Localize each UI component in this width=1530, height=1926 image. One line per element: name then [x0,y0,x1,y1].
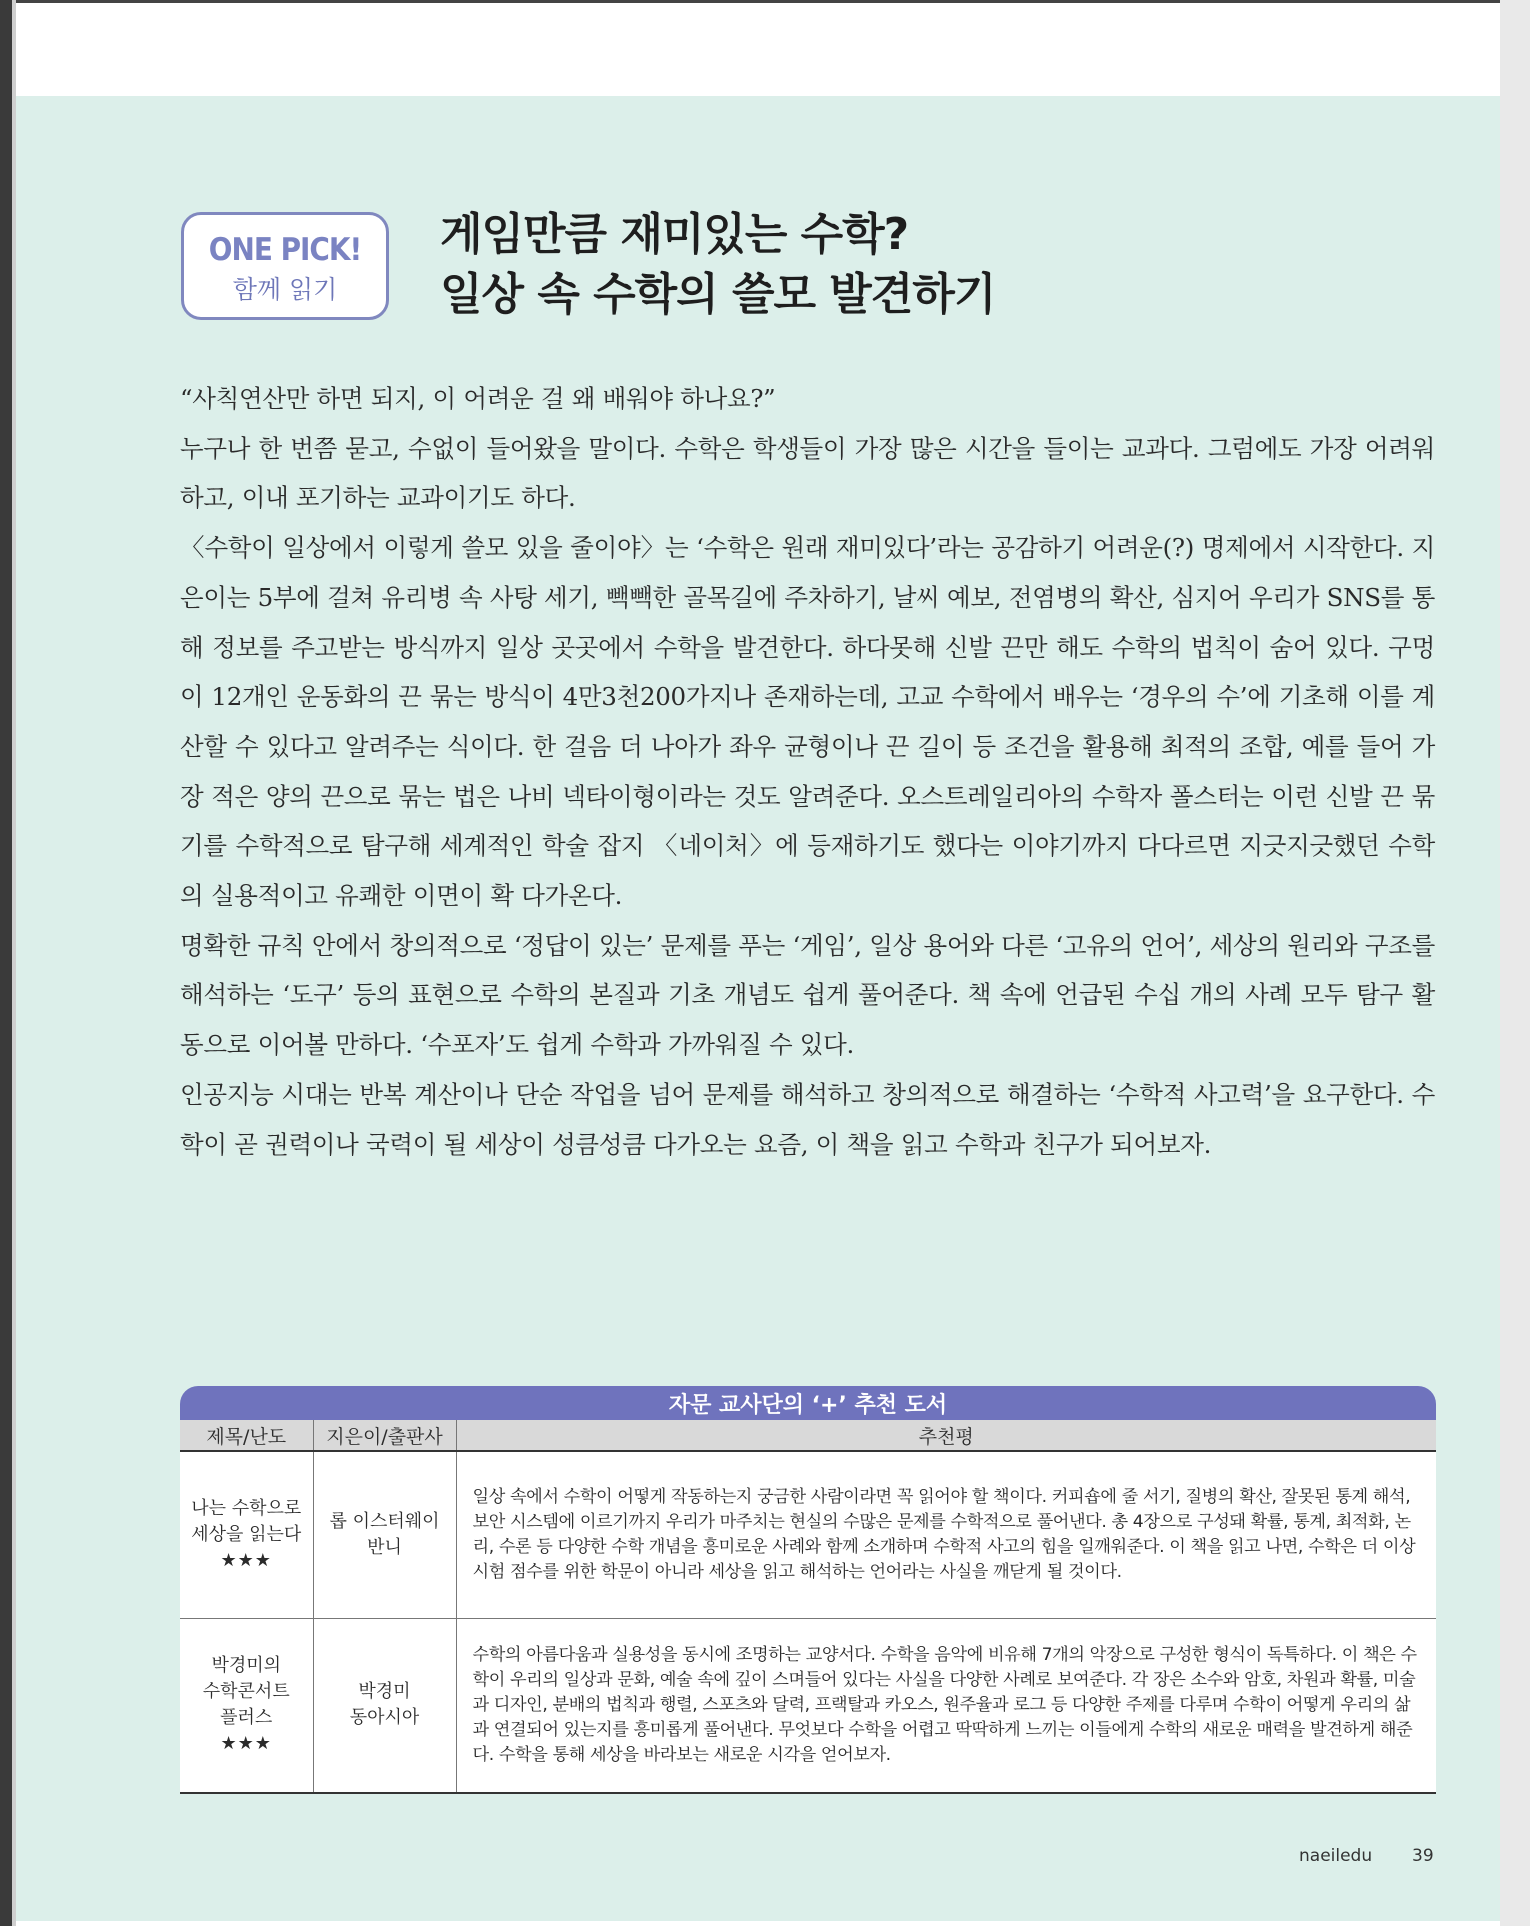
headline-line-2: 일상 속 수학의 쓸모 발견하기 [440,269,996,320]
column-header-author: 지은이/출판사 [313,1420,456,1451]
table-header-row [180,1420,1436,1451]
body-paragraph: 명확한 규칙 안에서 창의적으로 ‘정답이 있는’ 문제를 푸는 ‘게임’, 일상 용어와 다른 ‘고유의 언어’, 세상의 원리와 구조를 해석하는 ‘도구’ 등의 표현으로 수학의 본질과 기초 개념도 쉽게 풀어준다. 책 속에 언급된 수십 개의 사례 모두 탐구 활동으로 이어볼 만하다. ‘수포자’도 쉽게 수학과 가까워질 수 있다. [180,930,1435,1060]
review-cell: 수학의 아름다움과 실용성을 동시에 조명하는 교양서다. 수학을 음악에 비유해 7개의 악장으로 구성한 형식이 독특하다. 이 책은 수학이 우리의 일상과 문화, 예술 속에 깊이 스며들어 있다는 사실을 다양한 사례로 보여준다. 각 장은 소수와 암호, 차원과 확률, 미술과 디자인, 분배의 법칙과 행렬, 스포츠와 달력, 프랙탈과 카오스, 원주율과 로그 등 다양한 주제를 다루며 수학이 어떻게 우리의 삶과 연결되어 있는지를 흥미롭게 풀어낸다. 무엇보다 수학을 어렵고 딱딱하게 느끼는 이들에게 수학의 새로운 매력을 발견하게 해준다. 수학을 통해 세상을 바라보는 새로운 시각을 얻어보자. [456,1618,1436,1793]
table-row [180,1451,1436,1618]
article-headline [440,205,1340,325]
author-name: 박경미 [358,1681,411,1703]
difficulty-stars: ★★★ [220,1733,272,1755]
badge-title: ONE PICK! [208,232,362,268]
one-pick-badge [181,212,389,320]
book-title-line: 박경미의 [211,1655,282,1677]
book-title-line: 나는 수학으로 [191,1497,302,1519]
badge-subtitle: 함께 읽기 [232,275,338,304]
page-number: 39 [1412,1846,1434,1866]
page-top-edge [0,0,1530,3]
binding-edge [0,0,12,1926]
table-title: 자문 교사단의 ‘+’ 추천 도서 [180,1386,1436,1420]
book-title-cell [180,1618,313,1793]
book-title-line: 수학콘서트 [202,1681,290,1703]
table-title-row [180,1386,1436,1420]
recommendation-table [180,1386,1436,1794]
body-paragraph: “사칙연산만 하면 되지, 이 어려운 걸 왜 배워야 하나요?” [180,384,776,413]
body-paragraph: 인공지능 시대는 반복 계산이나 단순 작업을 넘어 문제를 해석하고 창의적으로 해결하는 ‘수학적 사고력’을 요구한다. 수학이 곧 권력이나 국력이 될 세상이 성큼성큼 다가오는 요즘, 이 책을 읽고 수학과 친구가 되어보자. [180,1079,1435,1159]
headline-line-1: 게임만큼 재미있는 수학? [440,209,909,260]
column-header-title: 제목/난도 [180,1420,313,1451]
column-header-review: 추천평 [456,1420,1436,1451]
publisher-name: 반니 [367,1536,402,1558]
difficulty-stars: ★★★ [220,1549,272,1571]
publisher-name: 동아시아 [349,1707,420,1729]
article-body [180,374,1435,1169]
book-title-line: 세상을 읽는다 [191,1523,302,1545]
footer-brand: naeiledu [1299,1846,1373,1866]
page-right-edge [1500,0,1530,1926]
book-title-line: 플러스 [220,1707,273,1729]
review-cell: 일상 속에서 수학이 어떻게 작동하는지 궁금한 사람이라면 꼭 읽어야 할 책이다. 커피숍에 줄 서기, 질병의 확산, 잘못된 통계 해석, 보안 시스템에 이르기까지 우리가 마주치는 현실의 수많은 문제를 수학적으로 풀어낸다. 총 4장으로 구성돼 확률, 통계, 최적화, 논리, 수론 등 다양한 수학 개념을 흥미로운 사례와 함께 소개하며 수학적 사고의 힘을 일깨워준다. 이 책을 읽고 나면, 수학은 더 이상 시험 점수를 위한 학문이 아니라 세상을 읽고 해석하는 언어라는 사실을 깨닫게 될 것이다. [456,1451,1436,1618]
book-title-cell [180,1451,313,1618]
body-paragraph: 누구나 한 번쯤 묻고, 수없이 들어왔을 말이다. 수학은 학생들이 가장 많은 시간을 들이는 교과다. 그럼에도 가장 어려워하고, 이내 포기하는 교과이기도 하다. [180,433,1435,513]
author-publisher-cell [313,1618,456,1793]
author-name: 롭 이스터웨이 [329,1510,440,1532]
table-row [180,1618,1436,1793]
body-paragraph: 〈수학이 일상에서 이렇게 쓸모 있을 줄이야〉는 ‘수학은 원래 재미있다’라는 공감하기 어려운(?) 명제에서 시작한다. 지은이는 5부에 걸쳐 유리병 속 사탕 세기, 빽빽한 골목길에 주차하기, 날씨 예보, 전염병의 확산, 심지어 우리가 SNS를 통해 정보를 주고받는 방식까지 일상 곳곳에서 수학을 발견한다. 하다못해 신발 끈만 해도 수학의 법칙이 숨어 있다. 구멍이 12개인 운동화의 끈 묶는 방식이 4만3천200가지나 존재하는데, 고교 수학에서 배우는 ‘경우의 수’에 기초해 이를 계산할 수 있다고 알려주는 식이다. 한 걸음 더 나아가 좌우 균형이나 끈 길이 등 조건을 활용해 최적의 조합, 예를 들어 가장 적은 양의 끈으로 묶는 법은 나비 넥타이형이라는 것도 알려준다. 오스트레일리아의 수학자 폴스터는 이런 신발 끈 묶기를 수학적으로 탐구해 세계적인 학술 잡지 〈네이처〉에 등재하기도 했다는 이야기까지 다다르면 지긋지긋했던 수학의 실용적이고 유쾌한 이면이 확 다가온다. [180,533,1435,911]
author-publisher-cell [313,1451,456,1618]
